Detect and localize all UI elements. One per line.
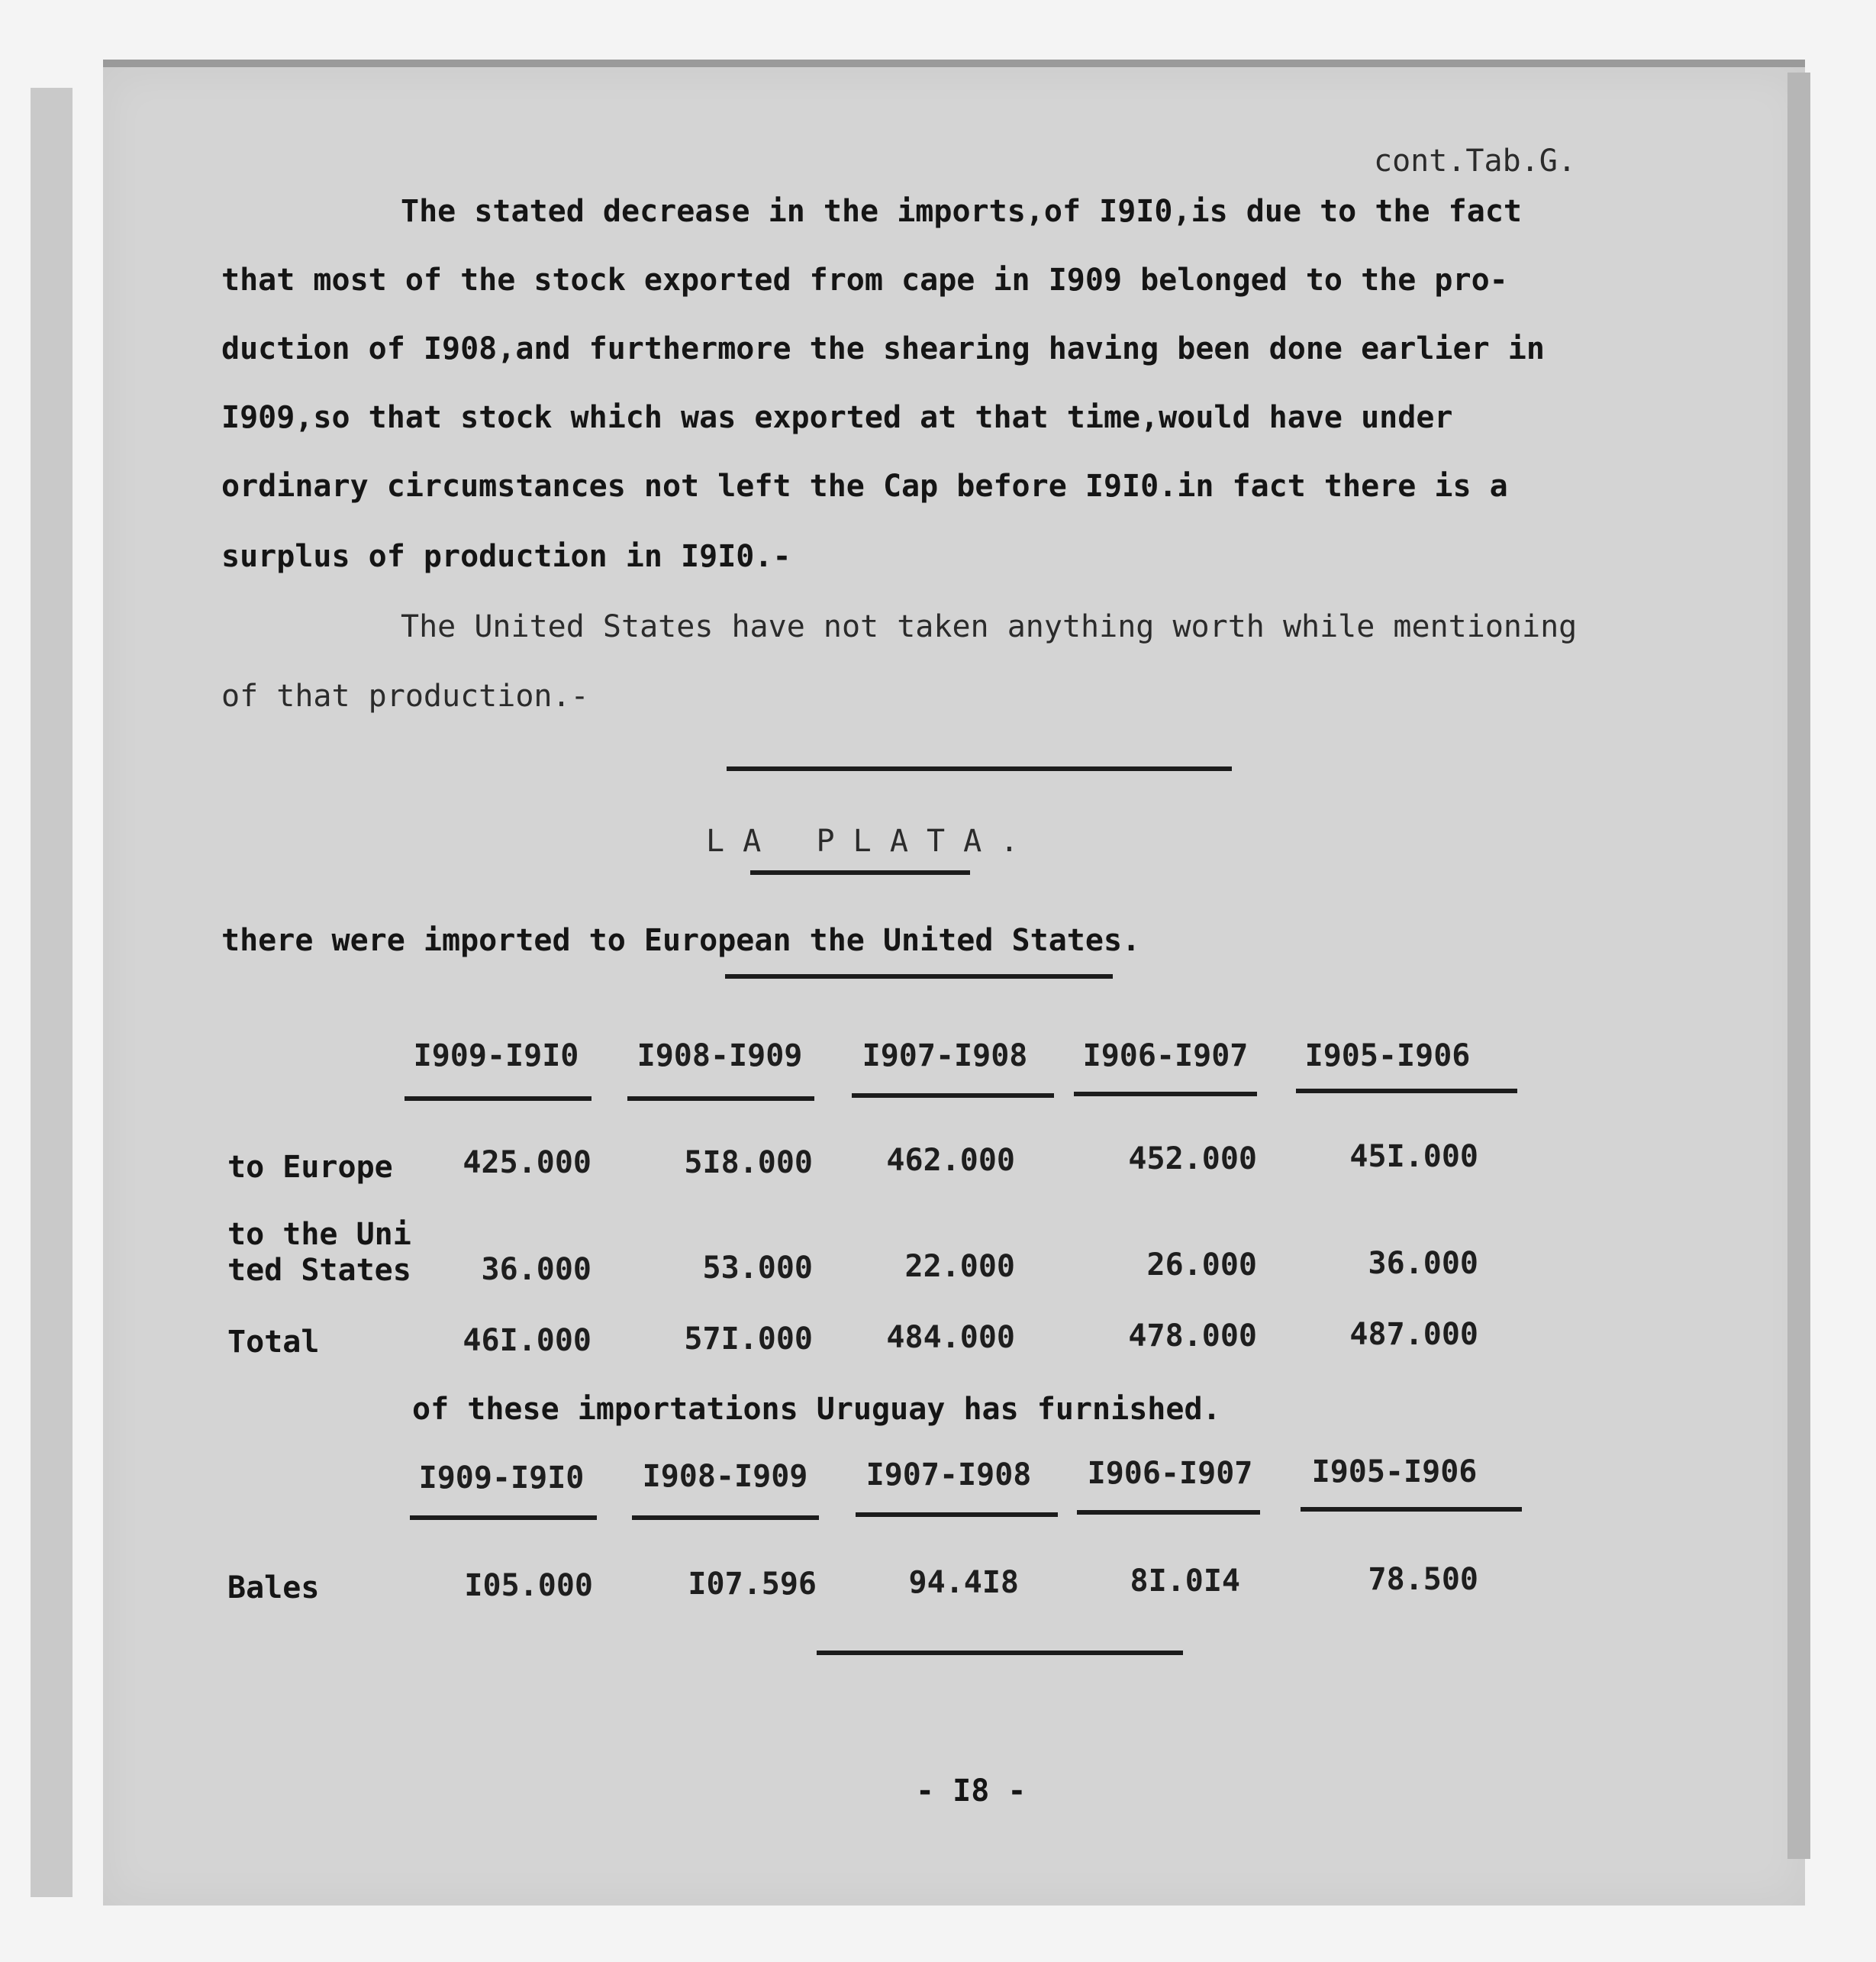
section-title: L A P L A T A . [706, 824, 1019, 859]
table1-cell: 462.000 [886, 1143, 1015, 1178]
table2-cell: 8I.0I4 [1130, 1563, 1240, 1599]
row-label-united-states-line-2: ted States [227, 1253, 411, 1288]
table1-cell: 45I.000 [1349, 1139, 1478, 1174]
table1-header-underline-4 [1074, 1092, 1257, 1096]
paragraph-1-line-5: ordinary circumstances not left the Cap before I9I0.in fact there is a [221, 469, 1508, 504]
table1-header-1: I909-I9I0 [413, 1038, 579, 1073]
page-number: - I8 - [916, 1773, 1027, 1809]
table2-header-underline-2 [632, 1515, 819, 1520]
table2-header-1: I909-I9I0 [418, 1460, 585, 1496]
table2-cell: 78.500 [1368, 1562, 1478, 1597]
table1-cell: 5I8.000 [684, 1145, 813, 1180]
table2-header-3: I907-I908 [865, 1457, 1032, 1492]
paragraph-1-line-6: surplus of production in I9I0.- [221, 539, 791, 574]
separator-rule-bottom [817, 1651, 1183, 1655]
table1-cell: 36.000 [1368, 1246, 1478, 1281]
table2-header-2: I908-I909 [642, 1459, 808, 1494]
table1-header-underline-2 [627, 1096, 814, 1101]
paragraph-2-line-2: of that production.- [221, 679, 589, 714]
table1-header-3: I907-I908 [862, 1038, 1028, 1073]
table2-header-underline-4 [1077, 1510, 1260, 1515]
table1-header-underline-3 [852, 1093, 1054, 1098]
table1-cell: 484.000 [886, 1320, 1015, 1355]
table2-header-4: I906-I907 [1087, 1456, 1253, 1491]
table1-cell: 452.000 [1128, 1141, 1257, 1176]
table1-header-2: I908-I909 [637, 1038, 803, 1073]
table1-header-underline-5 [1296, 1089, 1517, 1093]
table1-cell: 46I.000 [463, 1323, 591, 1358]
intro-underline [725, 974, 1113, 979]
separator-rule-top [727, 766, 1232, 771]
paragraph-1-line-2: that most of the stock exported from cape in I909 belonged to the pro- [221, 263, 1508, 298]
table2-cell: 94.4I8 [908, 1565, 1019, 1600]
table2-header-underline-3 [856, 1512, 1058, 1517]
paragraph-1-line-3: duction of I908,and furthermore the shearing having been done earlier in [221, 331, 1545, 366]
table1-cell: 57I.000 [684, 1321, 813, 1357]
row-label-europe: to Europe [227, 1150, 393, 1185]
table1-cell: 478.000 [1128, 1318, 1257, 1354]
table1-cell: 53.000 [702, 1250, 813, 1286]
table1-cell: 36.000 [481, 1252, 591, 1287]
row-label-total: Total [227, 1325, 320, 1360]
page-shadow-right [1787, 73, 1810, 1859]
paragraph-1-line-4: I909,so that stock which was exported at that time,would have under [221, 400, 1453, 435]
table2-cell: I05.000 [464, 1568, 593, 1603]
table1-header-underline-1 [405, 1096, 591, 1101]
table1-header-5: I905-I906 [1304, 1038, 1471, 1073]
paragraph-2-line-1: The United States have not taken anything worth while mentioning [401, 609, 1578, 644]
table1-cell: 22.000 [904, 1249, 1015, 1284]
table1-header-4: I906-I907 [1082, 1038, 1249, 1073]
row-label-bales: Bales [227, 1570, 320, 1605]
table2-cell: I07.596 [688, 1567, 817, 1602]
paragraph-1-line-1: The stated decrease in the imports,of I9I0,is due to the fact [401, 194, 1523, 229]
table2-header-underline-5 [1301, 1507, 1522, 1512]
table1-cell: 487.000 [1349, 1317, 1478, 1352]
table-reference: cont.Tab.G. [1374, 144, 1576, 179]
section-title-underline [750, 870, 970, 875]
table2-header-underline-1 [410, 1515, 597, 1520]
uruguay-subheading: of these importations Uruguay has furnished. [412, 1392, 1221, 1427]
table1-cell: 425.000 [463, 1145, 591, 1180]
page-shadow-left [31, 88, 73, 1897]
import-intro: there were imported to European the United States. [221, 923, 1141, 958]
table2-header-5: I905-I906 [1311, 1454, 1478, 1489]
table1-cell: 26.000 [1146, 1247, 1257, 1283]
row-label-united-states-line-1: to the Uni [227, 1217, 411, 1252]
